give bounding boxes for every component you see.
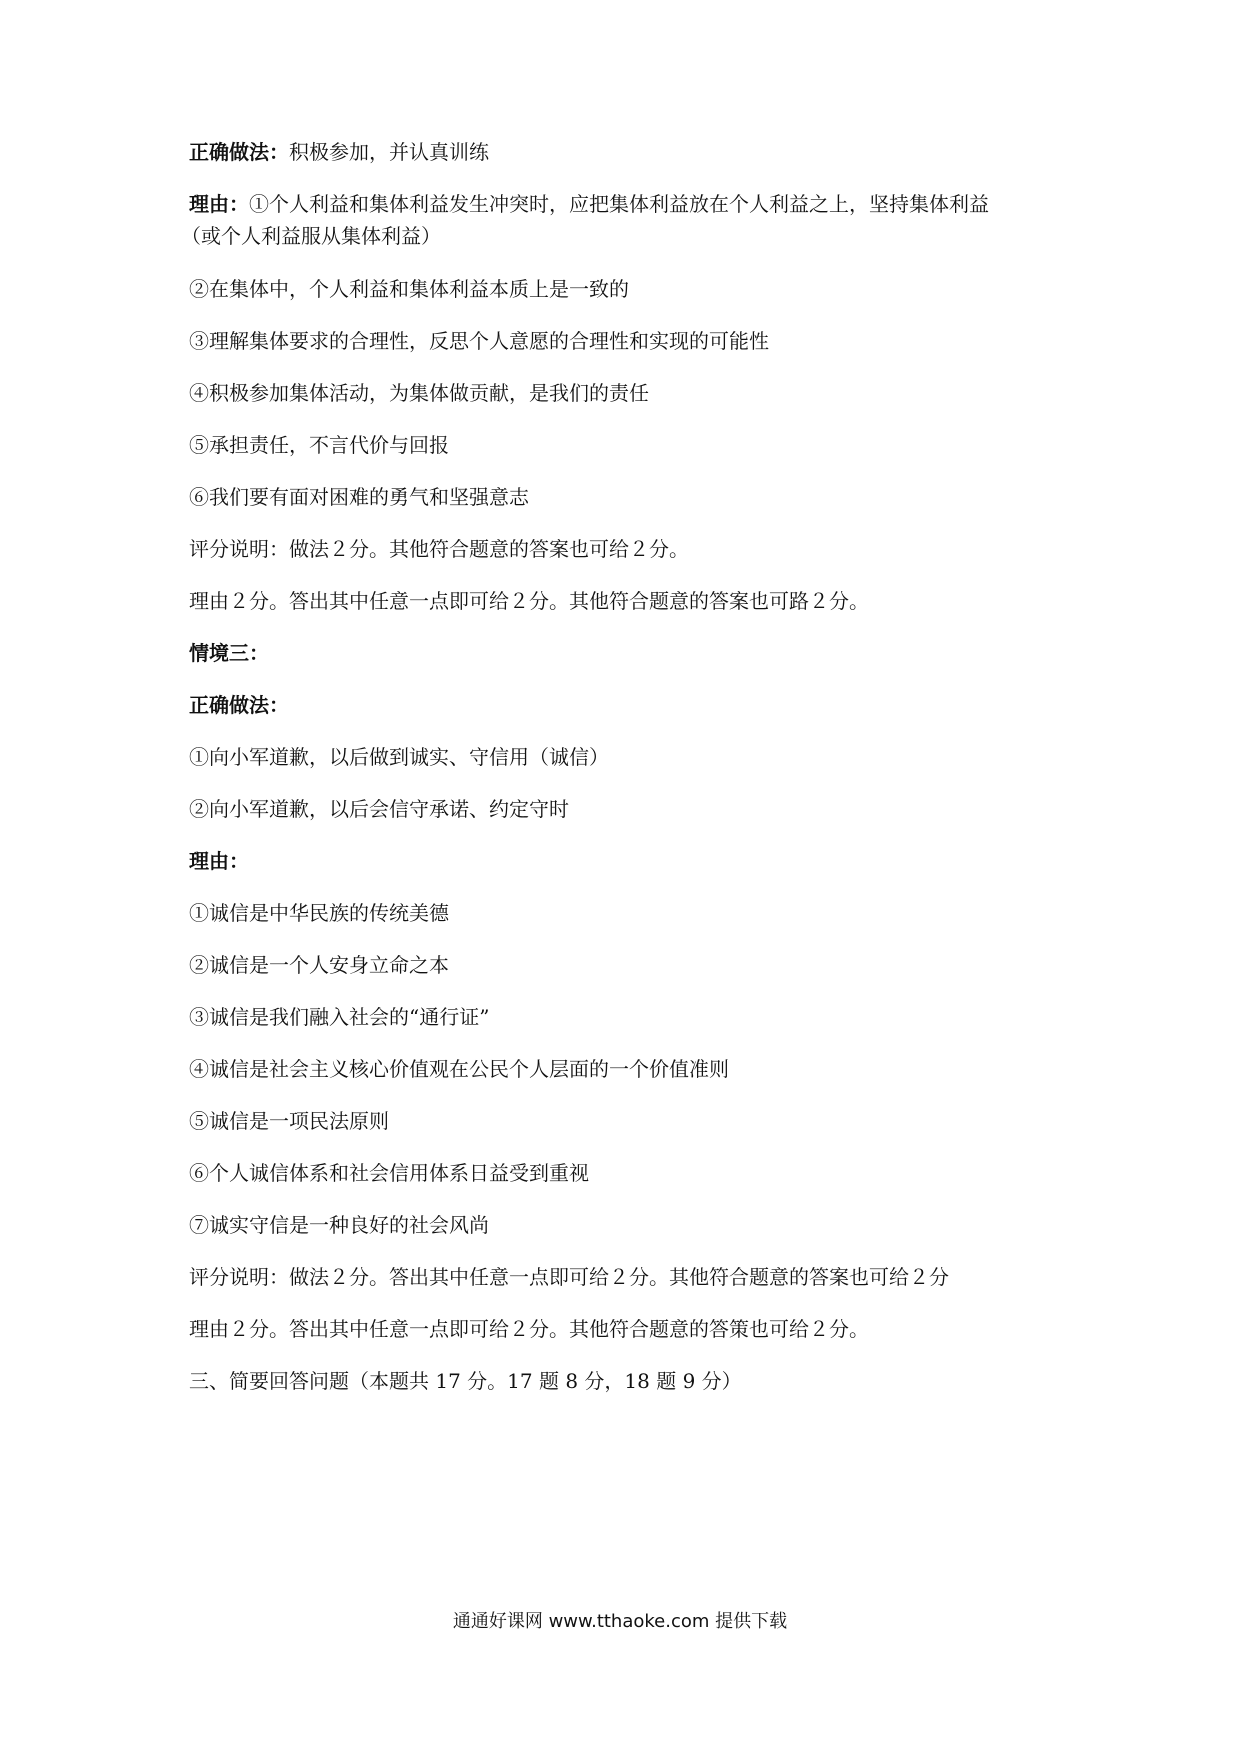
s3-practice-label: 正确做法： <box>189 693 289 717</box>
s3-score-1: 评分说明：做法２分。答出其中任意一点即可给２分。其他符合题意的答案也可给２分 <box>189 1265 949 1289</box>
section3-heading: 三、简要回答问题（本题共 17 分。17 题 8 分，18 题 9 分） <box>189 1369 742 1393</box>
s3-reason-7: ⑦诚实守信是一种良好的社会风尚 <box>189 1213 489 1237</box>
s2-reason-6: ⑥我们要有面对困难的勇气和坚强意志 <box>189 485 529 509</box>
s2-practice-text: 积极参加，并认真训练 <box>289 140 489 164</box>
s2-reason-3: ③理解集体要求的合理性，反思个人意愿的合理性和实现的可能性 <box>189 329 769 353</box>
s2-reason-5: ⑤承担责任，不言代价与回报 <box>189 433 449 457</box>
s2-reason-line-1 <box>189 189 989 219</box>
s3-reason-5: ⑤诚信是一项民法原则 <box>189 1109 389 1133</box>
s3-reason-label: 理由： <box>189 849 249 873</box>
s3-title: 情境三： <box>189 641 269 665</box>
s3-score-2: 理由２分。答出其中任意一点即可给２分。其他符合题意的答策也可给２分。 <box>189 1317 869 1341</box>
s2-score-1: 评分说明：做法２分。其他符合题意的答案也可给２分。 <box>189 537 689 561</box>
s2-reason-label: 理由： <box>189 192 249 216</box>
s2-practice-line <box>189 137 489 167</box>
s2-reason-1a: ①个人利益和集体利益发生冲突时，应把集体利益放在个人利益之上，坚持集体利益 <box>249 192 989 216</box>
page-footer: 通通好课网 www.tthaoke.com 提供下载 <box>452 1611 788 1632</box>
s2-score-2: 理由２分。答出其中任意一点即可给２分。其他符合题意的答案也可路２分。 <box>189 589 869 613</box>
s3-practice-1: ①向小军道歉，以后做到诚实、守信用（诚信） <box>189 745 609 769</box>
s2-reason-1b: （或个人利益服从集体利益） <box>181 224 441 248</box>
s2-practice-label: 正确做法： <box>189 140 289 164</box>
s3-reason-4: ④诚信是社会主义核心价值观在公民个人层面的一个价值准则 <box>189 1057 729 1081</box>
s3-reason-2: ②诚信是一个人安身立命之本 <box>189 953 449 977</box>
s3-reason-1: ①诚信是中华民族的传统美德 <box>189 901 449 925</box>
s2-reason-4: ④积极参加集体活动，为集体做贡献，是我们的责任 <box>189 381 649 405</box>
s3-reason-3: ③诚信是我们融入社会的“通行证” <box>189 1005 490 1029</box>
s3-reason-6: ⑥个人诚信体系和社会信用体系日益受到重视 <box>189 1161 589 1185</box>
s2-reason-2: ②在集体中，个人利益和集体利益本质上是一致的 <box>189 277 629 301</box>
s3-practice-2: ②向小军道歉，以后会信守承诺、约定守时 <box>189 797 569 821</box>
